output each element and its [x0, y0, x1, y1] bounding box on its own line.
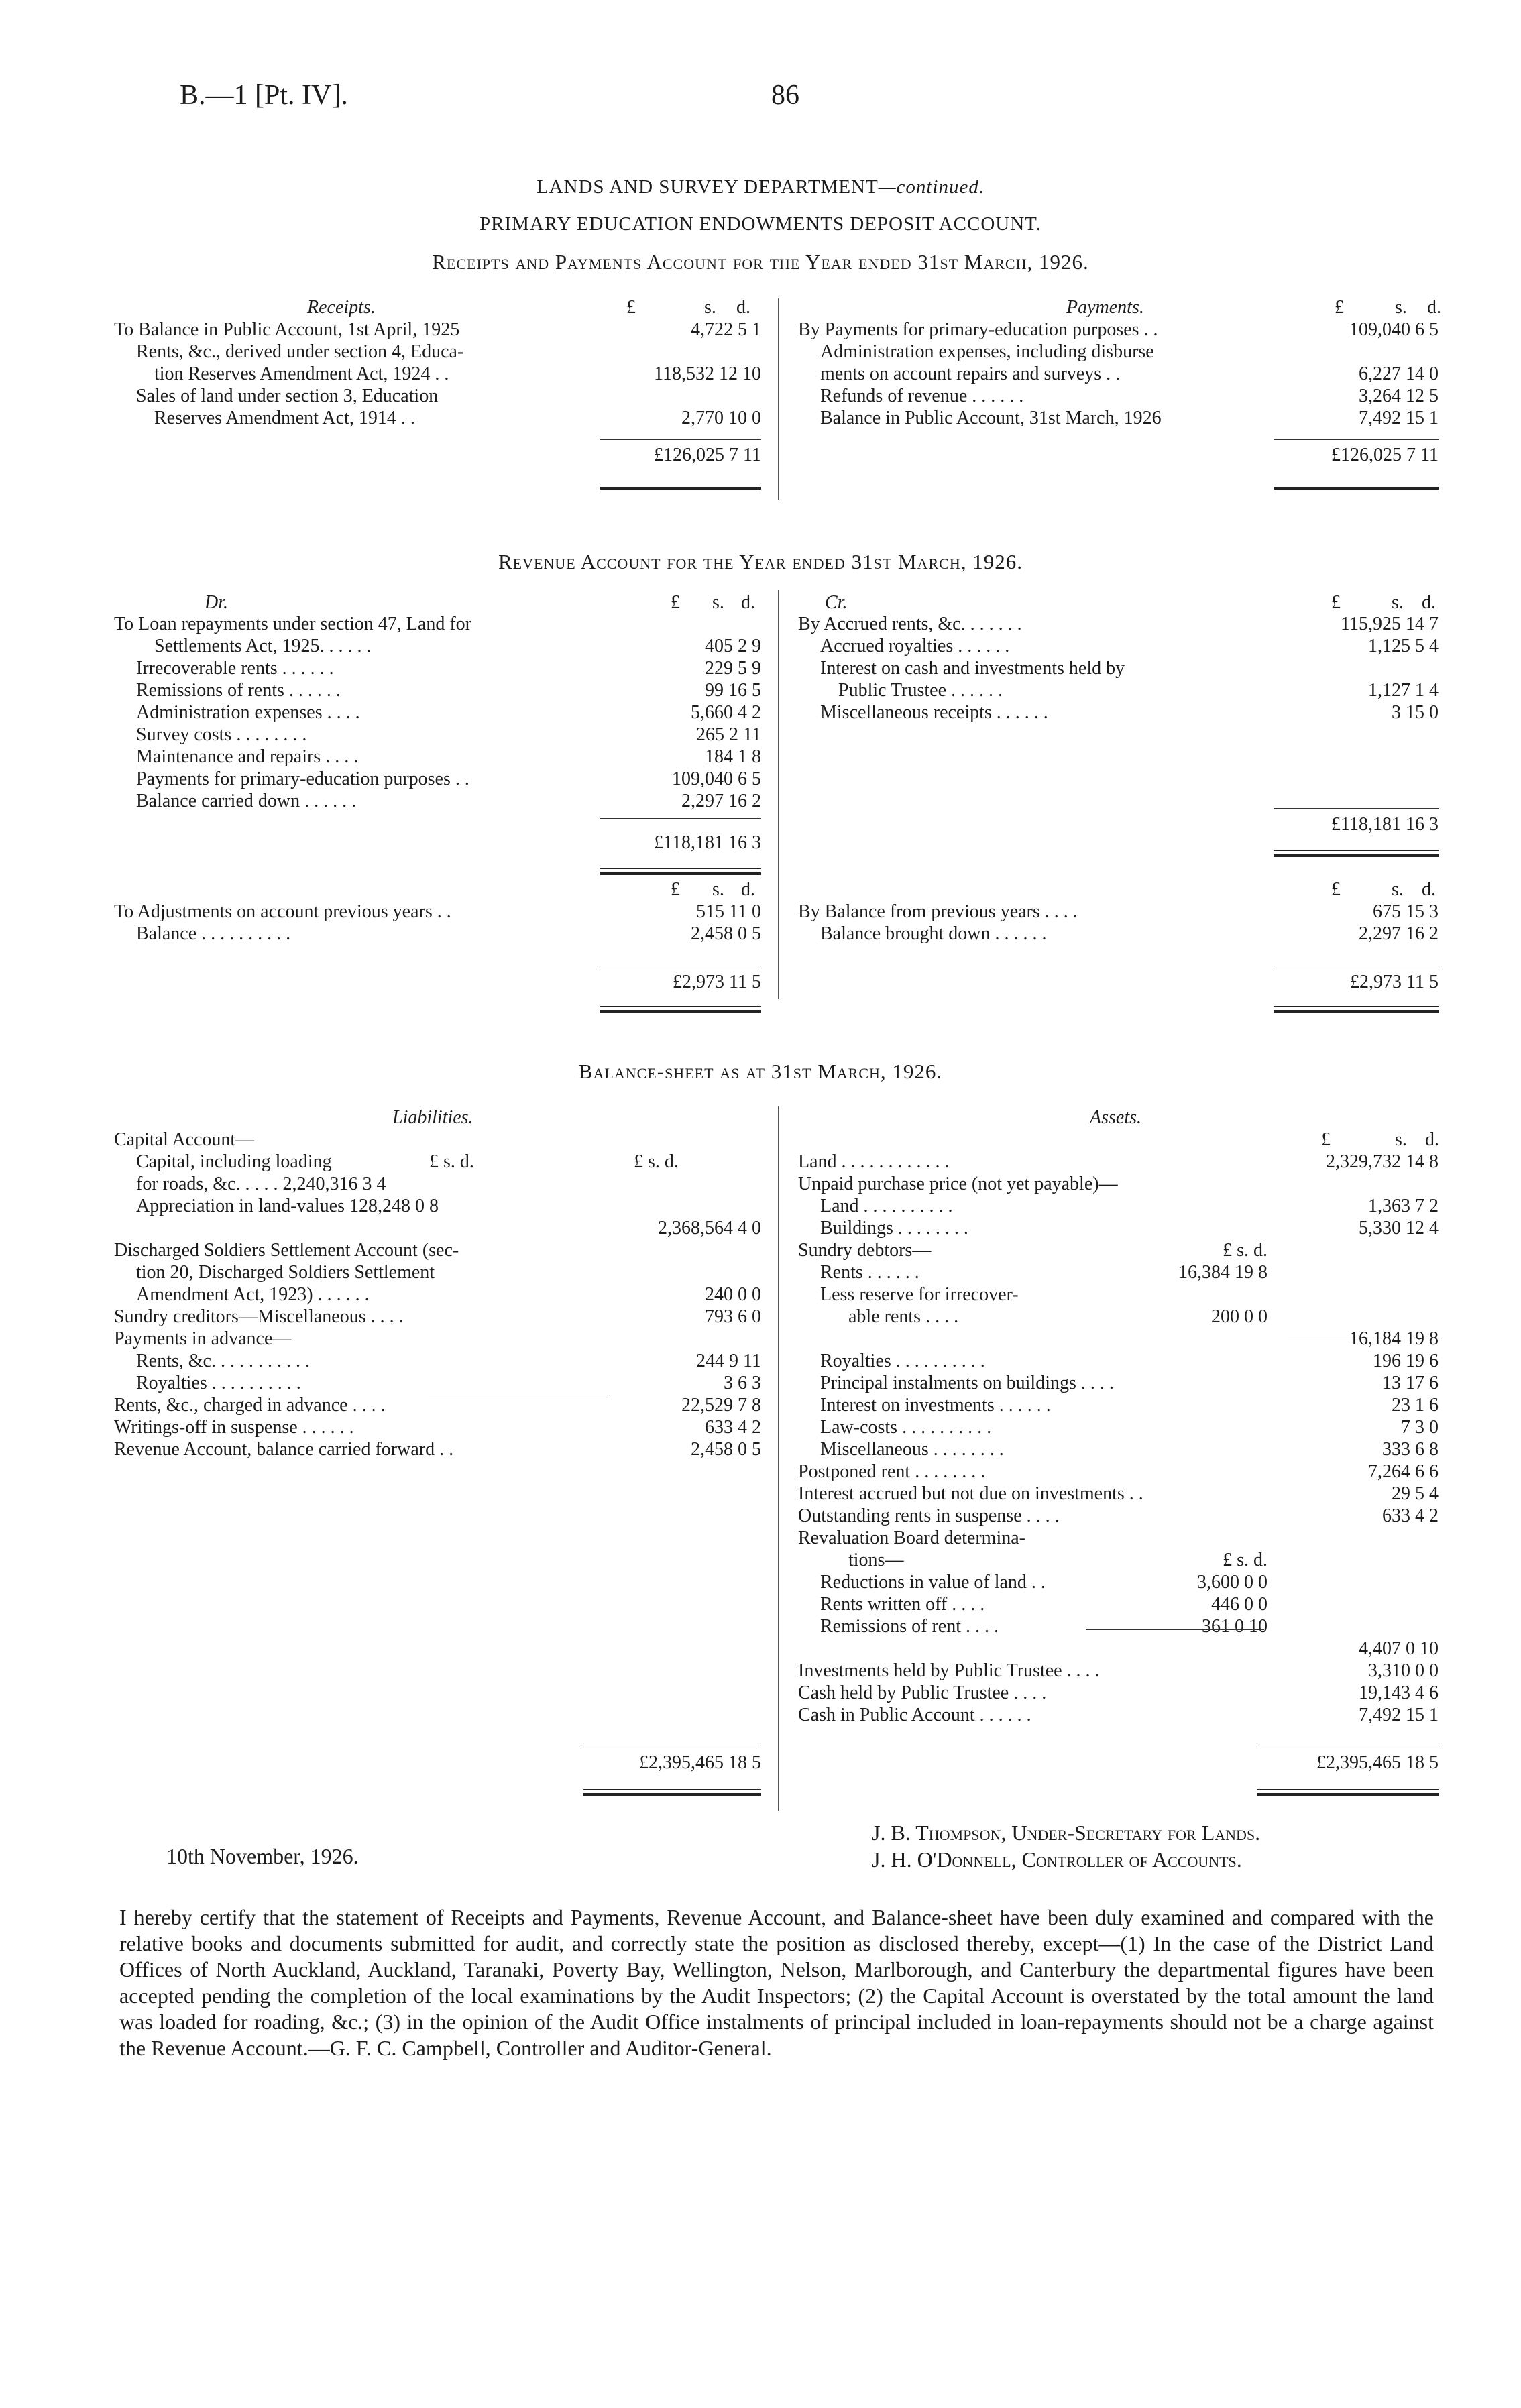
revenue-debit-row-label: Survey costs . . . . . . . . [136, 724, 307, 745]
asset-row-sub-amount: 200 0 0 [1211, 1306, 1268, 1327]
asset-row-amount: 23 1 6 [1392, 1395, 1439, 1416]
asset-row-amount: 1,363 7 2 [1368, 1196, 1439, 1216]
receipt-row-label: tion Reserves Amendment Act, 1924 . . [154, 363, 449, 384]
column-divider [778, 590, 779, 999]
asset-row-label: Cash in Public Account . . . . . . [798, 1705, 1031, 1725]
revenue-credit-total-2: £2,973 11 5 [1350, 972, 1439, 992]
revenue-debit-row-amount: 2,297 16 2 [681, 791, 761, 811]
revenue-account-title: Revenue Account for the Year ended 31st March, 1926. [498, 550, 1023, 573]
col-shillings: s. [712, 592, 724, 613]
asset-row-label: Less reserve for irrecover- [820, 1284, 1019, 1305]
col-pounds: £ [1335, 297, 1344, 318]
revenue-credit-row-label: By Balance from previous years . . . . [798, 901, 1078, 922]
asset-row-amount: 29 5 4 [1392, 1483, 1439, 1504]
receipt-row-amount: 118,532 12 10 [654, 363, 761, 384]
revenue-debit-row-label: Settlements Act, 1925. . . . . . [154, 636, 372, 656]
liability-row-amount: 3 6 3 [724, 1373, 761, 1393]
document-reference: B.—1 [Pt. IV]. [180, 80, 348, 111]
asset-row-sub-amount: 3,600 0 0 [1197, 1572, 1268, 1593]
liability-row-amount: 244 9 11 [696, 1351, 761, 1371]
liability-row-amount: 2,368,564 4 0 [658, 1218, 761, 1239]
payment-row-label: ments on account repairs and surveys . . [820, 363, 1121, 384]
col-pence: d. [1422, 879, 1436, 900]
receipt-row-amount: 2,770 10 0 [681, 408, 761, 428]
receipt-row-label: To Balance in Public Account, 1st April, 1925 [114, 319, 460, 340]
asset-row-sub-amount: £ s. d. [1223, 1240, 1268, 1261]
assets-heading: Assets. [1090, 1107, 1141, 1128]
revenue-debit-row-amount: 5,660 4 2 [691, 702, 761, 723]
asset-row-amount: 19,143 4 6 [1359, 1682, 1439, 1703]
asset-row-amount: 7,492 15 1 [1359, 1705, 1439, 1725]
asset-row-amount: 7,264 6 6 [1368, 1461, 1439, 1482]
revenue-debit-row-label: Balance carried down . . . . . . [136, 791, 357, 811]
revenue-credit-row-amount: 3 15 0 [1392, 702, 1439, 723]
col-pence: d. [741, 879, 755, 900]
col-pounds: £ [1331, 592, 1341, 613]
revenue-debit-row-amount: 229 5 9 [705, 658, 761, 679]
col-shillings: s. [712, 879, 724, 900]
receipt-row-label: Rents, &c., derived under section 4, Educa- [136, 341, 464, 362]
asset-row-label: Principal instalments on buildings . . . . [820, 1373, 1114, 1393]
revenue-debit-row-label: Irrecoverable rents . . . . . . [136, 658, 334, 679]
balance-sheet-title: Balance-sheet as at 31st March, 1926. [578, 1059, 943, 1083]
col-shillings: s. [1392, 879, 1404, 900]
revenue-credit-row-amount: 675 15 3 [1373, 901, 1439, 922]
revenue-debit-row-label: Payments for primary-education purposes . . [136, 768, 469, 789]
asset-row-label: Investments held by Public Trustee . . . . [798, 1660, 1100, 1681]
col-pence: d. [1422, 592, 1436, 613]
column-divider [778, 298, 779, 500]
department-title: LANDS AND SURVEY DEPARTMENT—continued. [536, 176, 985, 198]
liability-row-amount: 240 0 0 [705, 1284, 761, 1305]
liabilities-total: £2,395,465 18 5 [639, 1752, 761, 1773]
col-pence: d. [1427, 297, 1441, 318]
asset-row-label: Revaluation Board determina- [798, 1528, 1025, 1548]
liability-row-label: Rents, &c., charged in advance . . . . [114, 1395, 386, 1416]
col-pounds: £ [626, 297, 636, 318]
revenue-debit-row-amount: 184 1 8 [705, 746, 761, 767]
asset-row-sub-amount: 361 0 10 [1202, 1616, 1268, 1637]
liability-row-label: Discharged Soldiers Settlement Account (sec- [114, 1240, 459, 1261]
payment-row-amount: 3,264 12 5 [1359, 386, 1439, 406]
col-pounds: £ [671, 879, 680, 900]
asset-row-amount: 16,184 19 8 [1349, 1328, 1439, 1349]
payment-row-label: Refunds of revenue . . . . . . [820, 386, 1024, 406]
credit-heading: Cr. [825, 592, 848, 613]
revenue-debit-row-amount: 99 16 5 [705, 680, 761, 701]
asset-row-label: Miscellaneous . . . . . . . . [820, 1439, 1004, 1460]
signature-controller: J. H. O'Donnell, Controller of Accounts. [872, 1847, 1242, 1872]
payment-row-amount: 6,227 14 0 [1359, 363, 1439, 384]
revenue-debit-row-amount: 265 2 11 [696, 724, 761, 745]
receipt-row-label: Sales of land under section 3, Education [136, 386, 439, 406]
payment-row-label: By Payments for primary-education purposes . . [798, 319, 1158, 340]
asset-row-label: Outstanding rents in suspense . . . . [798, 1505, 1060, 1526]
asset-row-amount: 4,407 0 10 [1359, 1638, 1439, 1659]
audit-certificate: I hereby certify that the statement of Receipts and Payments, Revenue Account, and Balance-sheet have been duly examined and compared with the relative books and documents submitted for audit, and correctly state the position as disclosed thereby, except—(1) In the case of the District Land Offices of North Auckland, Auckland, Taranaki, Poverty Bay, Wellington, Nelson, Marlborough, and Canterbury the departmental figures have been accepted pending the completion of the local examinations by the Audit Inspectors; (2) the Capital Account is overstated by the total amount the land was loaded for roading, &c.; (3) in the opinion of the Audit Office instalments of principal included in loan-repayments should not be a charge against the Revenue Account.—G. F. C. Campbell, Controller and Auditor-General. [119, 1905, 1434, 2060]
liability-row-label: Appreciation in land-values 128,248 0 8 [136, 1196, 439, 1216]
liability-row-amount: 2,458 0 5 [691, 1439, 761, 1460]
signature-date: 10th November, 1926. [166, 1844, 359, 1868]
liability-row-label: Amendment Act, 1923) . . . . . . [136, 1284, 370, 1305]
asset-row-label: Land . . . . . . . . . . . . [798, 1151, 950, 1172]
revenue-credit-row-amount: 2,297 16 2 [1359, 923, 1439, 944]
revenue-credit-row-label: Accrued royalties . . . . . . [820, 636, 1010, 656]
asset-row-label: Cash held by Public Trustee . . . . [798, 1682, 1047, 1703]
receipt-row-label: Reserves Amendment Act, 1914 . . [154, 408, 415, 428]
asset-row-amount: 7 3 0 [1401, 1417, 1439, 1438]
liability-row-label: Payments in advance— [114, 1328, 292, 1349]
liability-row-amount: £ s. d. [634, 1151, 679, 1172]
asset-row-label: Postponed rent . . . . . . . . [798, 1461, 986, 1482]
liability-row-amount: 633 4 2 [705, 1417, 761, 1438]
revenue-debit-row-label: Balance . . . . . . . . . . [136, 923, 291, 944]
asset-row-label: Sundry debtors— [798, 1240, 932, 1261]
revenue-debit-row-amount: 109,040 6 5 [672, 768, 761, 789]
asset-row-amount: 3,310 0 0 [1368, 1660, 1439, 1681]
revenue-debit-total: £118,181 16 3 [654, 832, 761, 853]
liability-row-label: Writings-off in suspense . . . . . . [114, 1417, 354, 1438]
liability-row-amount: 793 6 0 [705, 1306, 761, 1327]
payment-row-amount: 7,492 15 1 [1359, 408, 1439, 428]
debit-heading: Dr. [205, 592, 229, 613]
asset-row-label: Law-costs . . . . . . . . . . [820, 1417, 992, 1438]
column-divider [778, 1106, 779, 1811]
revenue-credit-row-label: Miscellaneous receipts . . . . . . [820, 702, 1048, 723]
asset-row-label: Buildings . . . . . . . . [820, 1218, 968, 1239]
liability-row-label: Capital Account— [114, 1129, 255, 1150]
revenue-debit-row-label: To Adjustments on account previous years . . [114, 901, 451, 922]
liability-row-label: Capital, including loading [136, 1151, 332, 1172]
revenue-debit-row-label: Remissions of rents . . . . . . [136, 680, 341, 701]
revenue-debit-row-amount: 405 2 9 [705, 636, 761, 656]
revenue-debit-row-amount: 2,458 0 5 [691, 923, 761, 944]
liabilities-heading: Liabilities. [392, 1107, 473, 1128]
revenue-credit-row-label: Public Trustee . . . . . . [838, 680, 1003, 701]
revenue-credit-row-amount: 1,127 1 4 [1368, 680, 1439, 701]
liability-row-label: for roads, &c. . . . . 2,240,316 3 4 [136, 1173, 386, 1194]
asset-row-label: tions— [848, 1550, 904, 1570]
revenue-debit-row-label: Maintenance and repairs . . . . [136, 746, 359, 767]
liability-row-label: Rents, &c. . . . . . . . . . . [136, 1351, 310, 1371]
asset-row-label: Land . . . . . . . . . . [820, 1196, 953, 1216]
asset-row-label: Unpaid purchase price (not yet payable)— [798, 1173, 1118, 1194]
asset-row-amount: 5,330 12 4 [1359, 1218, 1439, 1239]
revenue-credit-row-amount: 1,125 5 4 [1368, 636, 1439, 656]
payment-row-label: Administration expenses, including disburse [820, 341, 1154, 362]
asset-row-amount: 333 6 8 [1382, 1439, 1439, 1460]
col-shillings: s. [1392, 592, 1404, 613]
account-title: PRIMARY EDUCATION ENDOWMENTS DEPOSIT ACCOUNT. [480, 213, 1041, 235]
receipts-payments-title: Receipts and Payments Account for the Year ended 31st March, 1926. [432, 250, 1089, 274]
revenue-credit-total: £118,181 16 3 [1331, 814, 1439, 835]
asset-row-amount: 2,329,732 14 8 [1326, 1151, 1439, 1172]
payment-row-label: Balance in Public Account, 31st March, 1926 [820, 408, 1162, 428]
revenue-debit-row-amount: 515 11 0 [696, 901, 761, 922]
receipts-heading: Receipts. [307, 297, 376, 318]
receipts-total: £126,025 7 11 [654, 445, 761, 465]
signature-under-secretary: J. B. Thompson, Under-Secretary for Lands. [872, 1821, 1261, 1845]
asset-row-label: Reductions in value of land . . [820, 1572, 1046, 1593]
revenue-credit-row-amount: 115,925 14 7 [1341, 614, 1439, 634]
col-pounds: £ [671, 592, 680, 613]
asset-row-amount: 633 4 2 [1382, 1505, 1439, 1526]
asset-row-label: Royalties . . . . . . . . . . [820, 1351, 985, 1371]
col-pounds: £ [1331, 879, 1341, 900]
asset-row-label: able rents . . . . [848, 1306, 959, 1327]
payments-heading: Payments. [1066, 297, 1144, 318]
revenue-debit-total-2: £2,973 11 5 [673, 972, 761, 992]
col-pence: d. [741, 592, 755, 613]
liability-row-label: Royalties . . . . . . . . . . [136, 1373, 301, 1393]
col-shillings: s. [1395, 1129, 1407, 1150]
liability-row-amount: 22,529 7 8 [681, 1395, 761, 1416]
asset-row-sub-amount: 16,384 19 8 [1178, 1262, 1268, 1283]
asset-row-sub-amount: £ s. d. [1223, 1550, 1268, 1570]
revenue-credit-row-label: By Accrued rents, &c. . . . . . . [798, 614, 1022, 634]
liability-row-label: Sundry creditors—Miscellaneous . . . . [114, 1306, 404, 1327]
asset-row-label: Rents written off . . . . [820, 1594, 985, 1615]
asset-row-amount: 13 17 6 [1382, 1373, 1439, 1393]
liability-row-label: Revenue Account, balance carried forward . . [114, 1439, 454, 1460]
asset-row-label: Interest on investments . . . . . . [820, 1395, 1051, 1416]
col-pence: d. [736, 297, 750, 318]
col-shillings: s. [704, 297, 716, 318]
receipt-row-amount: 4,722 5 1 [691, 319, 761, 340]
col-shillings: s. [1395, 297, 1407, 318]
revenue-credit-row-label: Interest on cash and investments held by [820, 658, 1125, 679]
asset-row-label: Rents . . . . . . [820, 1262, 919, 1283]
liability-sub-header: £ s. d. [429, 1151, 474, 1172]
assets-total: £2,395,465 18 5 [1316, 1752, 1439, 1773]
asset-row-label: Interest accrued but not due on investments . . [798, 1483, 1143, 1504]
revenue-debit-row-label: Administration expenses . . . . [136, 702, 360, 723]
revenue-debit-row-label: To Loan repayments under section 47, Land for [114, 614, 471, 634]
asset-row-sub-amount: 446 0 0 [1211, 1594, 1268, 1615]
payment-row-amount: 109,040 6 5 [1349, 319, 1439, 340]
col-pence: d. [1425, 1129, 1439, 1150]
col-pounds: £ [1321, 1129, 1331, 1150]
payments-total: £126,025 7 11 [1331, 445, 1439, 465]
revenue-credit-row-label: Balance brought down . . . . . . [820, 923, 1047, 944]
asset-row-label: Remissions of rent . . . . [820, 1616, 999, 1637]
page-number: 86 [771, 80, 799, 111]
asset-row-amount: 196 19 6 [1373, 1351, 1439, 1371]
liability-row-label: tion 20, Discharged Soldiers Settlement [136, 1262, 435, 1283]
